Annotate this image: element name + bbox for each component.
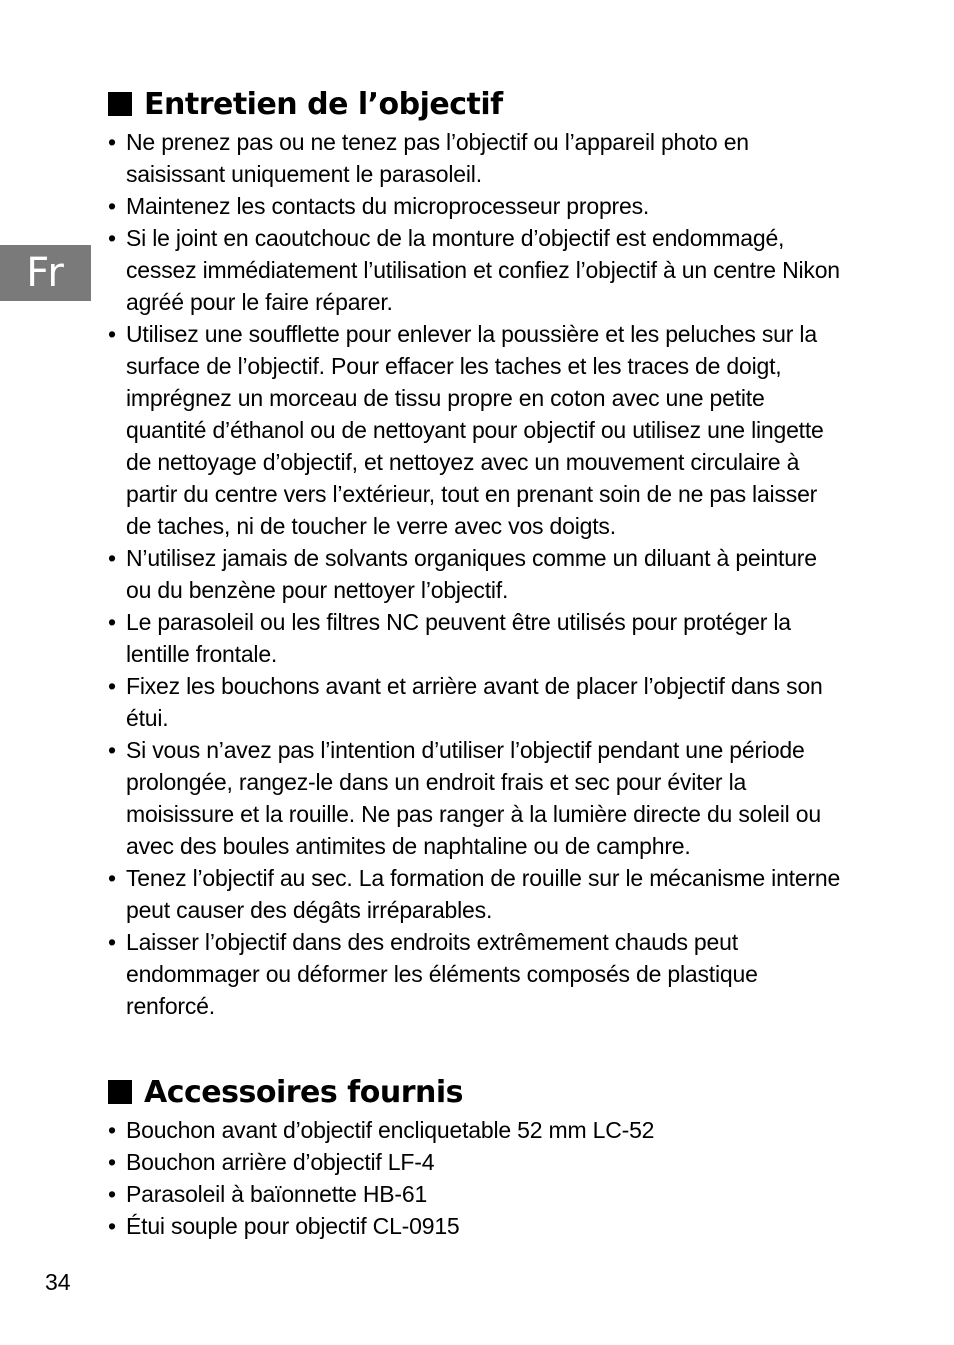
- list-item: [108, 1210, 848, 1242]
- list-item-text: Maintenez les contacts du microprocesseur propres.: [126, 193, 650, 219]
- section-title: Accessoires fournis: [144, 1074, 463, 1110]
- section-title: Entretien de l’objectif: [144, 86, 503, 122]
- list-item-text: Utilisez une soufflette pour enlever la poussière et les peluches sur la surface de l’objectif. Pour effacer les taches et les traces de doigt, imprégnez un morceau de tissu propre en coton avec une petite quantité d’éthanol ou de nettoyant pour objectif ou utilisez une lingette de nettoyage d’objectif, et nettoyez avec un mouvement circulaire à partir du centre vers l’extérieur, tout en prenant soin de ne pas laisser de taches, ni de toucher le verre avec vos doigts.: [126, 321, 824, 539]
- square-bullet-icon: [108, 92, 132, 116]
- bullet-icon: •: [108, 545, 116, 571]
- square-bullet-icon: [108, 1080, 132, 1104]
- list-item: [108, 190, 848, 222]
- bullet-icon: •: [108, 1213, 116, 1239]
- list-item: [108, 126, 848, 190]
- section-supplied-accessories: [108, 1072, 848, 1242]
- list-item-text: Le parasoleil ou les filtres NC peuvent être utilisés pour protéger la lentille frontale.: [126, 609, 791, 667]
- list-item-text: Laisser l’objectif dans des endroits extrêmement chauds peut endommager ou déformer les éléments composés de plastique renforcé.: [126, 929, 758, 1019]
- section-heading: [108, 1072, 848, 1112]
- list-item-text: Bouchon avant d’objectif encliquetable 52 mm LC-52: [126, 1117, 655, 1143]
- section-heading: [108, 84, 848, 124]
- list-item-text: Bouchon arrière d’objectif LF-4: [126, 1149, 435, 1175]
- list-item-text: N’utilisez jamais de solvants organiques comme un diluant à peinture ou du benzène pour nettoyer l’objectif.: [126, 545, 817, 603]
- bullet-icon: •: [108, 673, 116, 699]
- bullet-icon: •: [108, 321, 116, 347]
- list-item: [108, 318, 848, 542]
- bullet-list: [108, 1114, 848, 1242]
- list-item: [108, 222, 848, 318]
- list-item: [108, 926, 848, 1022]
- list-item-text: Si vous n’avez pas l’intention d’utiliser l’objectif pendant une période prolongée, rangez-le dans un endroit frais et sec pour éviter la moisissure et la rouille. Ne pas ranger à la lumière directe du soleil ou avec des boules antimites de naphtaline ou de camphre.: [126, 737, 821, 859]
- list-item-text: Ne prenez pas ou ne tenez pas l’objectif ou l’appareil photo en saisissant uniquement le parasoleil.: [126, 129, 749, 187]
- bullet-icon: •: [108, 609, 116, 635]
- bullet-icon: •: [108, 929, 116, 955]
- bullet-icon: •: [108, 865, 116, 891]
- bullet-icon: •: [108, 193, 116, 219]
- bullet-icon: •: [108, 225, 116, 251]
- page-number: 34: [45, 1269, 71, 1295]
- list-item-text: Parasoleil à baïonnette HB-61: [126, 1181, 428, 1207]
- list-item-text: Tenez l’objectif au sec. La formation de rouille sur le mécanisme interne peut causer des dégâts irréparables.: [126, 865, 841, 923]
- list-item-text: Étui souple pour objectif CL-0915: [126, 1213, 460, 1239]
- language-tab: Fr: [0, 245, 91, 301]
- bullet-icon: •: [108, 1181, 116, 1207]
- list-item: [108, 862, 848, 926]
- bullet-list: [108, 126, 848, 1022]
- section-lens-care: [108, 84, 848, 1022]
- bullet-icon: •: [108, 1149, 116, 1175]
- list-item: [108, 606, 848, 670]
- bullet-icon: •: [108, 1117, 116, 1143]
- list-item: [108, 1178, 848, 1210]
- list-item: [108, 734, 848, 862]
- bullet-icon: •: [108, 129, 116, 155]
- list-item: [108, 1146, 848, 1178]
- list-item: [108, 670, 848, 734]
- list-item: [108, 542, 848, 606]
- list-item-text: Fixez les bouchons avant et arrière avant de placer l’objectif dans son étui.: [126, 673, 823, 731]
- bullet-icon: •: [108, 737, 116, 763]
- list-item: [108, 1114, 848, 1146]
- list-item-text: Si le joint en caoutchouc de la monture d’objectif est endommagé, cessez immédiatement l’utilisation et confiez l’objectif à un centre Nikon agréé pour le faire réparer.: [126, 225, 840, 315]
